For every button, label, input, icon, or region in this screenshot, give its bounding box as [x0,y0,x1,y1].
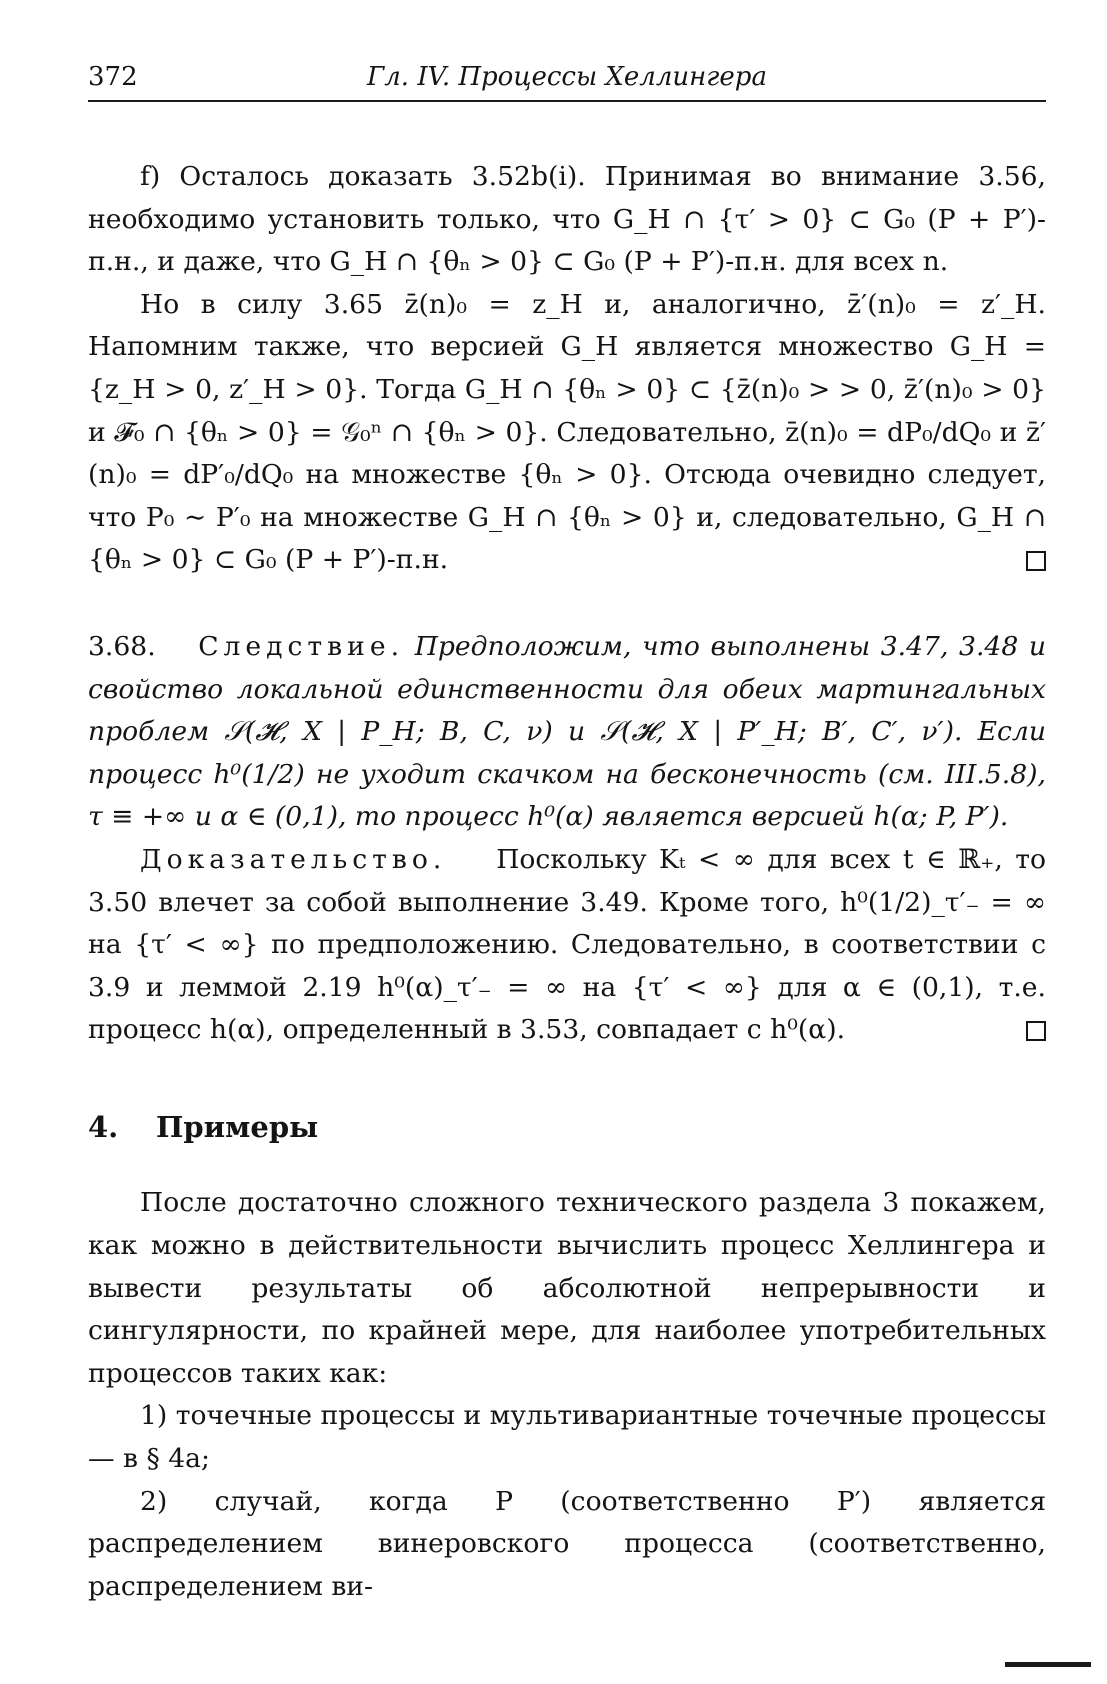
proof-text: Поскольку Kₜ < ∞ для всех t ∈ ℝ₊, то 3.50 влечет за собой выполнение 3.49. Кроме того, h⁰(1/2)_τ′₋ = ∞ на {τ′ < ∞} по предположению. Следовательно, в соответствии с 3.9 и леммой 2.19 h⁰(α)_τ′₋ = ∞ на {τ′ < ∞} для α ∈ (0,1), т.е. процесс h(α), определенный в 3.53, совпадает с h⁰(α). [88,843,1046,1046]
section-number: 4. [88,1109,119,1144]
page-edge-mark [1005,1662,1091,1667]
paragraph-no-v-silu: Но в силу 3.65 z̄(n)₀ = z_H и, аналогично, z̄′(n)₀ = z′_H. Напомним также, что версией G_H является множество G_H = {z_H > 0, z′_H > 0}. Тогда G_H ∩ {θₙ > 0} ⊂ {z̄(n)₀ > > 0, z̄′(n)₀ > 0} и 𝓕₀ ∩ {θₙ > 0} = 𝒢₀ⁿ ∩ {θₙ > 0}. Следовательно, z̄(n)₀ = dP₀/dQ₀ и z̄′(n)₀ = dP′₀/dQ₀ на множестве {θₙ > 0}. Отсюда очевидно следует, что P₀ ∼ P′₀ на множестве G_H ∩ {θₙ > 0} и, следовательно, G_H ∩ {θₙ > 0} ⊂ G₀ (P + P′)-п.н. [88,288,1046,576]
list-item-2: 2) случай, когда P (соответственно P′) является распределением винеровского процесса (соответственно, распределением ви- [88,1485,1046,1602]
running-title: Гл. IV. Процессы Хеллингера [367,62,767,92]
corollary-3-68 [88,626,1046,839]
page-number: 372 [88,62,138,92]
section-heading [88,1106,1046,1149]
running-header [88,56,1046,102]
corollary-statement: Предположим, что выполнены 3.47, 3.48 и свойство локальной единственности для обеих мартингальных проблем 𝒮(𝓗, X | P_H; B, C, ν) и 𝒮(𝓗, X | P′_H; B′, C′, ν′). Если процесс h⁰(1/2) не уходит скачком на бесконечность (см. III.5.8), τ ≡ +∞ и α ∈ (0,1), то процесс h⁰(α) является версией h(α; P, P′). [88,630,1046,833]
book-page [88,56,1046,1608]
paragraph-f: f) Осталось доказать 3.52b(i). Принимая во внимание 3.56, необходимо установить только, что G_H ∩ {τ′ > 0} ⊂ G₀ (P + P′)-п.н., и даже, что G_H ∩ {θₙ > 0} ⊂ G₀ (P + P′)-п.н. для всех n. [88,161,1046,278]
proof-word: Доказательство. [140,843,447,875]
corollary-number: 3.68. [88,630,156,662]
list-item-1: 1) точечные процессы и мультивариантные точечные процессы — в § 4a; [88,1400,1046,1475]
intro-paragraph: После достаточно сложного технического раздела 3 покажем, как можно в действительности вычислить процесс Хеллингера и вывести результаты об абсолютной непрерывности и сингулярности, по крайней мере, для наиболее употребительных процессов таких как: [88,1187,1046,1389]
qed-square-icon [1026,551,1046,571]
qed-square-icon-2 [1026,1021,1046,1041]
section-title: Примеры [156,1109,319,1144]
corollary-word: Следствие. [198,630,405,662]
proof [88,839,1046,1052]
